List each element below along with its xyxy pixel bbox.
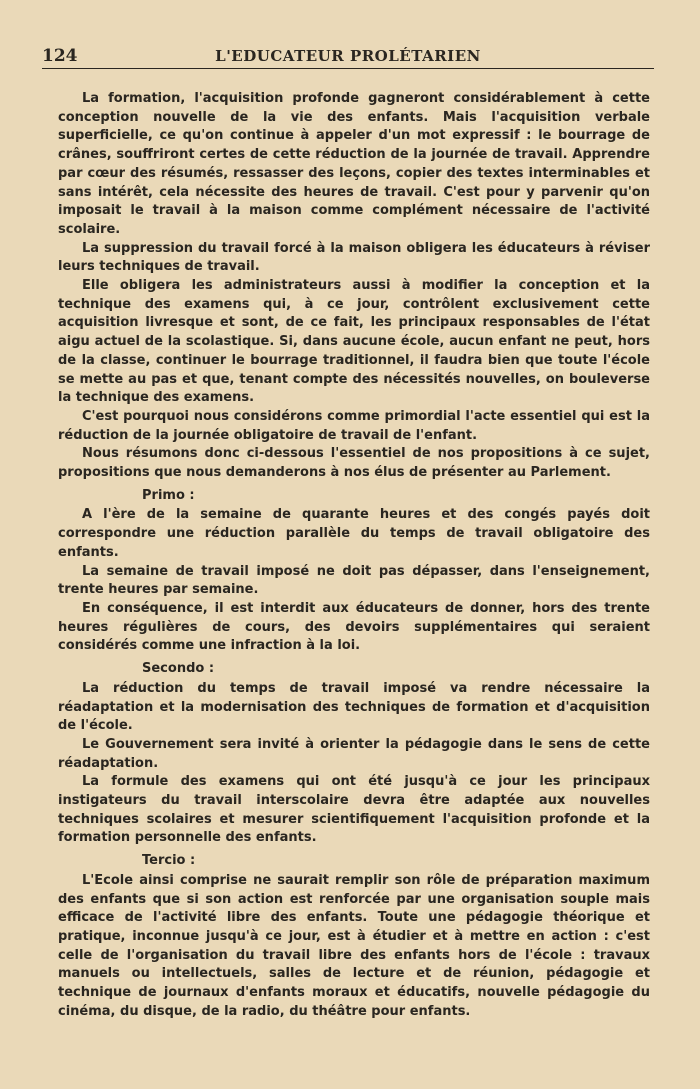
paragraph: L'Ecole ainsi comprise ne saurait remplir son rôle de préparation maximum des enfants que si son action est renforcée par une organisation souple mais efficace de l'activité libre des enfants. Toute une pédagogie théorique et pratique, inconnue jusqu'à ce jour, est à étudier et à mettre en action : c'est celle de l'organisation du travail libre des enfants hors de l'école : travaux manuels ou intellectuels, salles de lecture et de réunion, pédagogie et technique de journaux d'enfants moraux et éducatifs, nouvelle pédagogie du cinéma, du disque, de la radio, du théâtre pour enfants. bbox=[58, 872, 650, 1019]
paragraph: Le Gouvernement sera invité à orienter la pédagogie dans le sens de cette réadaptation. bbox=[58, 736, 650, 771]
paragraph: Nous résumons donc ci-dessous l'essentiel de nos propositions à ce sujet, propositions que nous demanderons à nos élus de présenter au Parlement. bbox=[58, 446, 650, 481]
section-heading-tercio: Tercio : bbox=[142, 853, 196, 869]
section-heading-secondo: Secondo : bbox=[142, 661, 215, 677]
paragraph: C'est pourquoi nous considérons comme primordial l'acte essentiel qui est la réduction de la journée obligatoire de travail de l'enfant. bbox=[58, 408, 650, 443]
paragraph: Elle obligera les administrateurs aussi à modifier la conception et la technique des examens qui, à ce jour, contrôlent exclusivement cette acquisition livresque et sont, de ce fait, les principaux responsables de l'état aigu actuel de la scolastique. Si, dans aucune école, aucun enfant ne peut, hors de la classe, continuer le bourrage traditionnel, il faudra bien que toute l'école se mette au pas et que, tenant compte des nécessités nouvelles, on bouleverse la technique des examens. bbox=[58, 278, 650, 406]
paragraph: La formule des examens qui ont été jusqu'à ce jour les principaux instigateurs du travail interscolaire devra être adaptée aux nouvelles techniques scolaires et mesurer scientifiquement l'acquisition profonde et la formation personnelle des enfants. bbox=[58, 774, 650, 846]
paragraph: A l'ère de la semaine de quarante heures et des congés payés doit correspondre une réduction parallèle du temps de travail obligatoire des enfants. bbox=[58, 507, 650, 560]
paragraph: La réduction du temps de travail imposé va rendre nécessaire la réadaptation et la modernisation des techniques de formation et d'acquisition de l'école. bbox=[58, 680, 650, 734]
page-header bbox=[42, 46, 654, 68]
paragraph: La formation, l'acquisition profonde gagneront considérablement à cette conception nouvelle de la vie des enfants. Mais l'acquisition verbale superficielle, ce qu'on continue à appeler d'un mot expressif : le bourrage de crânes, souffriront certes de cette réduction de la journée de travail. Apprendre par cœur des résumés, ressasser des leçons, copier des textes interminables et sans intérêt, cela nécessite des heures de travail. C'est pour y parvenir qu'on imposait le travail à la maison comme complément nécessaire de l'activité scolaire. bbox=[58, 91, 650, 237]
paragraph: La semaine de travail imposé ne doit pas dépasser, dans l'enseignement, trente heures par semaine. bbox=[58, 563, 650, 598]
article-body bbox=[58, 90, 650, 1021]
page-number: 124 bbox=[42, 46, 78, 66]
paragraph: La suppression du travail forcé à la maison obligera les éducateurs à réviser leurs techniques de travail. bbox=[58, 240, 650, 275]
running-title: L'EDUCATEUR PROLÉTARIEN bbox=[215, 47, 481, 65]
header-rule bbox=[42, 68, 654, 69]
paragraph: En conséquence, il est interdit aux éducateurs de donner, hors des trente heures régulières de cours, des devoirs supplémentaires qui seraient considérés comme une infraction à la loi. bbox=[58, 600, 650, 654]
section-heading-primo: Primo : bbox=[142, 487, 195, 503]
